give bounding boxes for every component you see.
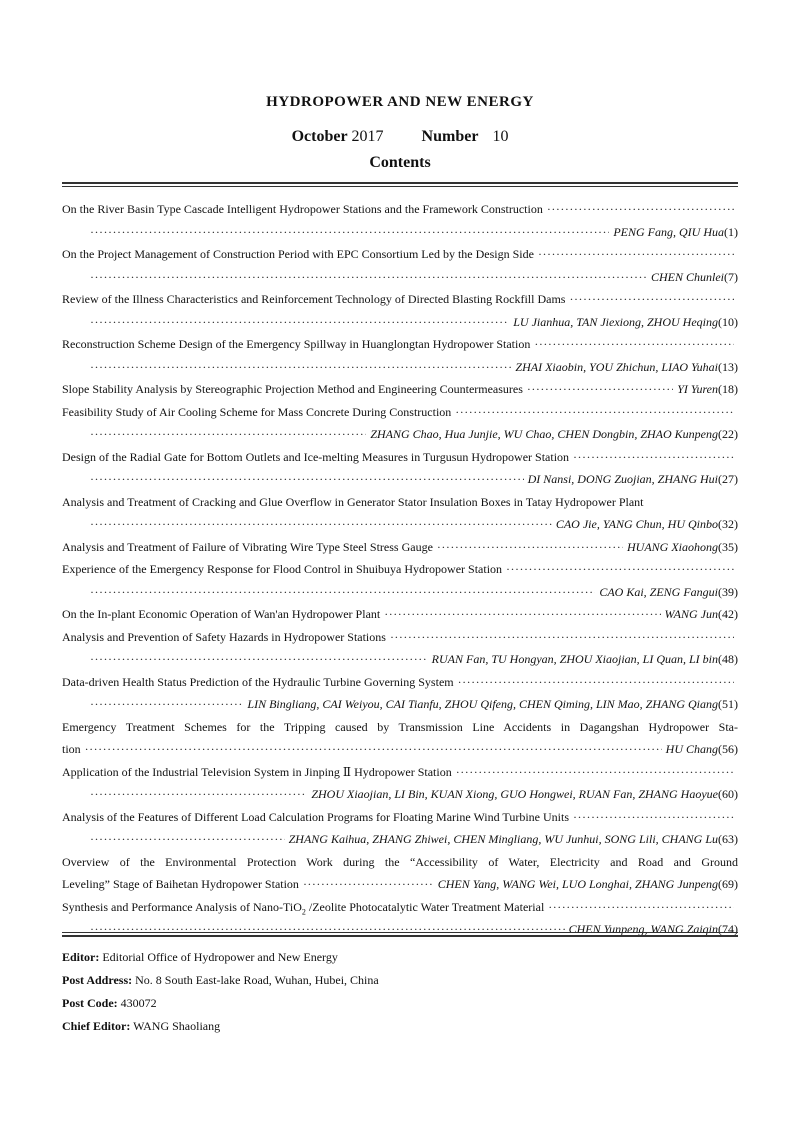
article-page: (69)	[718, 877, 738, 891]
colophon	[62, 946, 379, 1038]
top-rule-thin	[62, 186, 738, 187]
article-title: Emergency Treatment Schemes for the Tripping caused by Transmission Line Accidents in Dagangshan Hydropower Sta-	[62, 719, 738, 734]
toc-entry[interactable]	[62, 626, 738, 671]
article-title: Analysis and Treatment of Failure of Vibrating Wire Type Steel Stress Gauge	[62, 539, 433, 554]
article-title: Design of the Radial Gate for Bottom Outlets and Ice-melting Measures in Turgusun Hydropower Station	[62, 449, 570, 464]
bottom-rule-thin	[62, 932, 738, 933]
article-title: Review of the Illness Characteristics and Reinforcement Technology of Directed Blasting Rockfill Dams	[62, 292, 566, 306]
article-authors: RUAN Fan, TU Hongyan, ZHOU Xiaojian, LI Quan, LI bin	[431, 652, 718, 666]
article-title: Analysis and Treatment of Cracking and Glue Overflow in Generator Stator Insulation Boxes in Tatay Hydropower Plant	[62, 494, 644, 509]
article-authors: ZHANG Chao, Hua Junjie, WU Chao, CHEN Dongbin, ZHAO Kunpeng	[370, 427, 718, 441]
post-code-label: Post Code:	[62, 996, 118, 1010]
article-page: (1)	[724, 224, 738, 239]
top-rule-thick	[62, 182, 738, 184]
article-authors: CAO Jie, YANG Chun, HU Qinbo	[555, 517, 718, 531]
article-title: Application of the Industrial Television System in Jinping Ⅱ Hydropower Station	[62, 764, 452, 779]
article-page: (10)	[718, 314, 738, 329]
issue-year: 2017	[351, 128, 384, 145]
article-page: (7)	[724, 269, 738, 284]
toc-entry[interactable]	[62, 378, 738, 401]
article-title: Feasibility Study of Air Cooling Scheme for Mass Concrete During Construction	[62, 404, 452, 419]
article-title: Overview of the Environmental Protection Work during the “Accessibility of Water, Electricity and Road and Ground	[62, 854, 738, 869]
toc-entry[interactable]	[62, 671, 738, 716]
post-code-row	[62, 992, 379, 1015]
chief-editor-row	[62, 1015, 379, 1038]
article-page: (74)	[718, 922, 738, 936]
article-page: (51)	[718, 697, 738, 711]
article-authors: HU Chang	[665, 742, 718, 756]
article-authors: WANG Jun	[664, 607, 718, 621]
article-title: Analysis of the Features of Different Load Calculation Programs for Floating Marine Wind Turbine Units	[62, 809, 569, 824]
article-page: (35)	[718, 539, 738, 554]
article-authors: CHEN Chunlei	[650, 269, 724, 284]
article-page: (32)	[718, 517, 738, 531]
article-title: Reconstruction Scheme Design of the Emergency Spillway in Huanglongtan Hydropower Station	[62, 337, 531, 351]
article-authors: ZHAI Xiaobin, YOU Zhichun, LIAO Yuhai	[515, 359, 718, 374]
contents-heading: Contents	[369, 154, 431, 171]
article-page: (60)	[718, 787, 738, 801]
article-title: Data-driven Health Status Prediction of the Hydraulic Turbine Governing System	[62, 674, 454, 689]
article-authors: LU Jianhua, TAN Jiexiong, ZHOU Heqing	[513, 314, 718, 329]
issue-number: 10	[492, 128, 509, 145]
article-title: On the In-plant Economic Operation of Wan'an Hydropower Plant	[62, 607, 381, 621]
article-page: (27)	[718, 472, 738, 486]
post-code-value: 430072	[120, 996, 157, 1010]
journal-title: HYDROPOWER AND NEW ENERGY	[266, 94, 534, 110]
article-authors: CHEN Yang, WANG Wei, LUO Longhai, ZHANG Junpeng	[437, 877, 718, 891]
article-page: (56)	[718, 742, 738, 756]
address-label: Post Address:	[62, 973, 133, 987]
article-page: (48)	[718, 652, 738, 666]
bottom-rule-thick	[62, 935, 738, 937]
article-title: On the Project Management of Construction Period with EPC Consortium Led by the Design Side	[62, 247, 534, 261]
address-value: No. 8 South East-lake Road, Wuhan, Hubei, China	[135, 973, 379, 987]
toc-entry[interactable]	[62, 446, 738, 491]
article-page: (22)	[718, 427, 738, 441]
article-title-cont: Leveling” Stage of Baihetan Hydropower Station	[62, 877, 299, 891]
article-page: (63)	[718, 832, 738, 846]
issue-line	[0, 128, 800, 146]
editor-value: Editorial Office of Hydropower and New Energy	[102, 950, 338, 964]
toc-entry[interactable]	[62, 491, 738, 536]
toc-entry[interactable]	[62, 288, 738, 333]
article-page: (39)	[718, 584, 738, 599]
article-authors: CHEN Yunpeng, WANG Zaiqin	[568, 922, 718, 936]
article-authors: ZHOU Xiaojian, LI Bin, KUAN Xiong, GUO Hongwei, RUAN Fan, ZHANG Haoyue	[311, 787, 718, 801]
toc-entry[interactable]	[62, 333, 738, 378]
toc-entry[interactable]	[62, 806, 738, 851]
chief-editor-label: Chief Editor:	[62, 1019, 131, 1033]
article-page: (42)	[718, 607, 738, 621]
issue-month: October	[291, 128, 348, 145]
address-row	[62, 969, 379, 992]
article-authors: YI Yuren	[677, 382, 718, 396]
article-authors: ZHANG Kaihua, ZHANG Zhiwei, CHEN Mingliang, WU Junhui, SONG Lili, CHANG Lu	[288, 832, 718, 846]
article-title: Experience of the Emergency Response for Flood Control in Shuibuya Hydropower Station	[62, 562, 503, 576]
toc-entry[interactable]	[62, 896, 738, 941]
editor-label: Editor:	[62, 950, 100, 964]
article-page: (13)	[718, 359, 738, 374]
article-title: Synthesis and Performance Analysis of Nano-TiO$_2$ /Zeolite Photocatalytic Water Treatment Material	[62, 899, 545, 916]
article-authors: DI Nansi, DONG Zuojian, ZHANG Hui	[527, 472, 718, 486]
toc-entry[interactable]	[62, 401, 738, 446]
toc-entry[interactable]	[62, 716, 738, 761]
toc-entry[interactable]	[62, 603, 738, 626]
issue-number-label: Number	[421, 128, 479, 145]
table-of-contents	[62, 198, 738, 941]
article-title: Analysis and Prevention of Safety Hazards in Hydropower Stations	[62, 629, 386, 644]
toc-entry[interactable]	[62, 558, 738, 603]
article-authors: PENG Fang, QIU Hua	[613, 224, 724, 239]
toc-entry[interactable]	[62, 198, 738, 243]
article-title: On the River Basin Type Cascade Intelligent Hydropower Stations and the Framework Construction	[62, 202, 543, 216]
toc-entry[interactable]	[62, 761, 738, 806]
toc-entry[interactable]	[62, 536, 738, 559]
toc-entry[interactable]	[62, 243, 738, 288]
article-authors: CAO Kai, ZENG Fangui	[599, 584, 718, 599]
toc-entry[interactable]	[62, 851, 738, 896]
article-authors: LIN Bingliang, CAI Weiyou, CAI Tianfu, ZHOU Qifeng, CHEN Qiming, LIN Mao, ZHANG Qiang	[247, 697, 718, 711]
article-title-cont: tion	[62, 742, 81, 756]
article-title: Slope Stability Analysis by Stereographic Projection Method and Engineering Countermeasures	[62, 382, 523, 396]
editor-row	[62, 946, 379, 969]
chief-editor-value: WANG Shaoliang	[133, 1019, 221, 1033]
article-page: (18)	[718, 382, 738, 396]
article-authors: HUANG Xiaohong	[627, 539, 718, 554]
